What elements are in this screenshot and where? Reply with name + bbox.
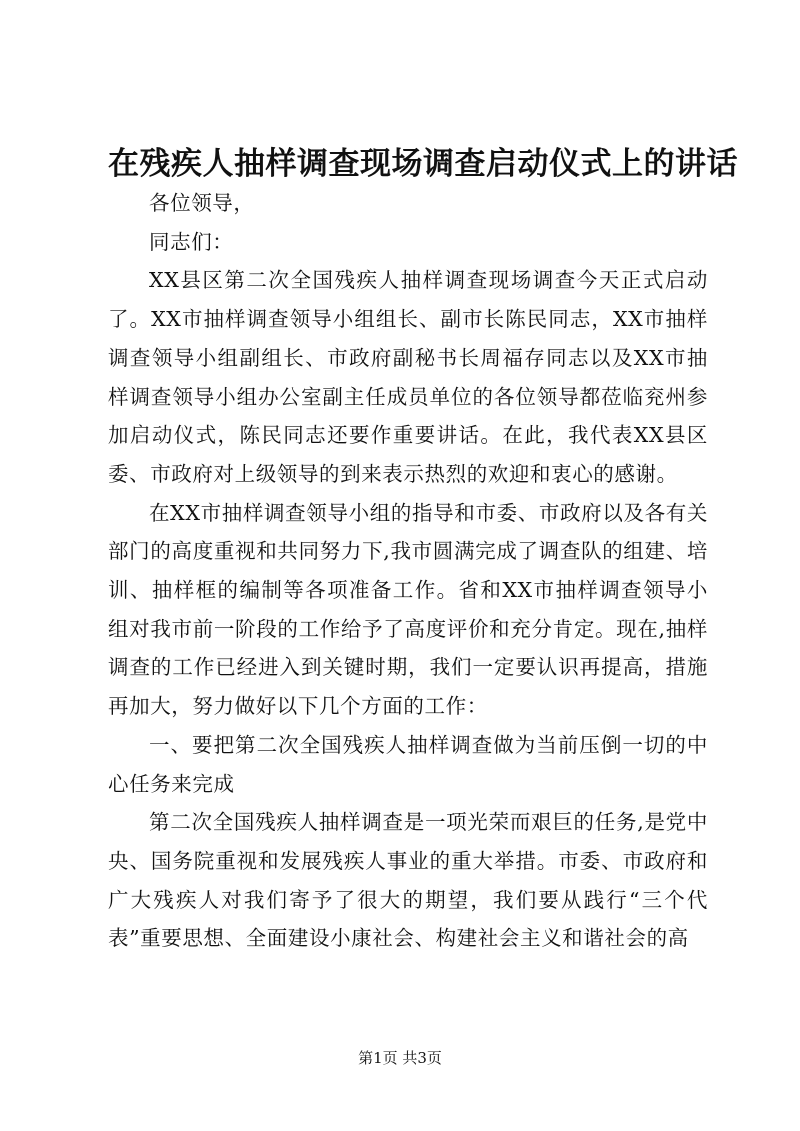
paragraph-opening: XX县区第二次全国残疾人抽样调查现场调查今天正式启动了。XX市抽样调查领导小组组长、副市长陈民同志，XX市抽样调查领导小组副组长、市政府副秘书长周福存同志以及XX市抽样调查领导小组办公室副主任成员单位的各位领导都莅临兖州参加启动仪式，陈民同志还要作重要讲话。在此，我代表XX县区委、市政府对上级领导的到来表示热烈的欢迎和衷心的感谢。 [108,268,708,486]
section-heading-1: 一、要把第二次全国残疾人抽样调查做为当前压倒一切的中心任务来完成 [108,732,708,796]
page-footer: 第1页 共3页 [358,1049,442,1067]
document-title: 在残疾人抽样调查现场调查启动仪式上的讲话 [108,146,738,182]
salutation-leaders: 各位领导， [149,191,255,215]
document-body [108,184,708,958]
paragraph-preparation: 在XX市抽样调查领导小组的指导和市委、市政府以及各有关部门的高度重视和共同努力下,我市圆满完成了调查队的组建、培训、抽样框的编制等各项准备工作。省和XX市抽样调查领导小组对我市前一阶段的工作给予了高度评价和充分肯定。现在,抽样调查的工作已经进入到关键时期，我们一定要认识再提高，措施再加大，努力做好以下几个方面的工作： [108,500,708,719]
paragraph-section-1: 第二次全国残疾人抽样调查是一项光荣而艰巨的任务,是党中央、国务院重视和发展残疾人事业的重大举措。市委、市政府和广大残疾人对我们寄予了很大的期望，我们要从践行“三个代表”重要思想、全面建设小康社会、构建社会主义和谐社会的高 [108,810,708,951]
salutation-comrades: 同志们： [149,229,234,254]
